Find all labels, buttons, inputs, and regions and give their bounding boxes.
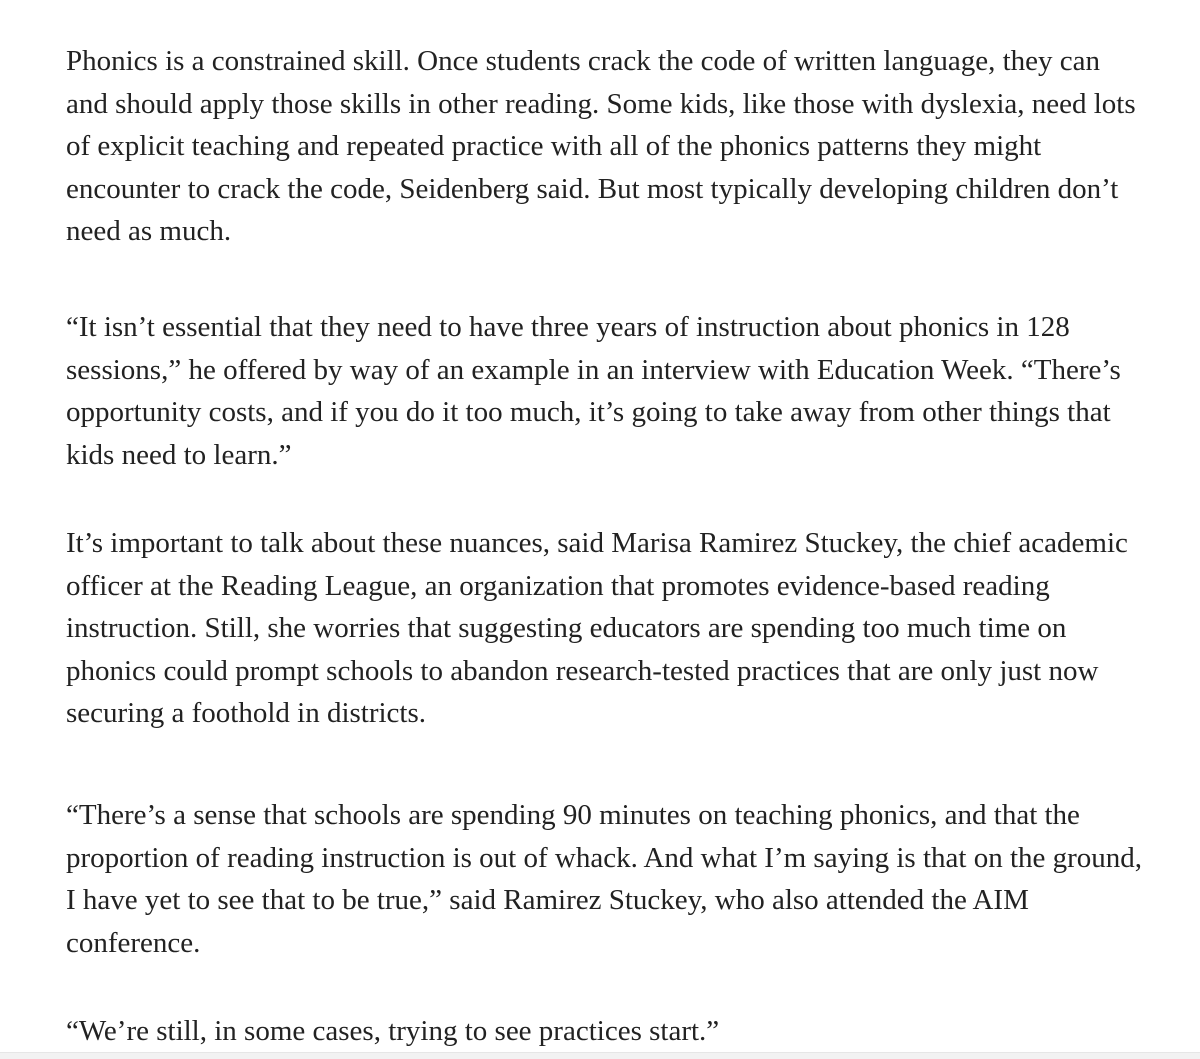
paragraph-closing-quote: “We’re still, in some cases, trying to see practices start.”	[66, 1015, 720, 1047]
bottom-divider	[0, 1052, 1200, 1059]
paragraph-ramirez-stuckey-quote: “There’s a sense that schools are spending 90 minutes on teaching phonics, and that the proportion of reading instruction is out of whack. And what I’m saying is that on the ground, I have yet to see that to be true,” said Ramirez Stuckey, who also attended the AIM conference.	[66, 799, 1143, 959]
paragraph-ramirez-stuckey-nuances: It’s important to talk about these nuances, said Marisa Ramirez Stuckey, the chief academic officer at the Reading League, an organization that promotes evidence-based reading instruction. Still, she worries that suggesting educators are spending too much time on phonics could prompt schools to abandon research-tested practices that are only just now securing a foothold in districts.	[66, 527, 1128, 729]
paragraph-seidenberg-quote: “It isn’t essential that they need to have three years of instruction about phonics in 128 sessions,” he offered by way of an example in an interview with Education Week. “There’s opportunity costs, and if you do it too much, it’s going to take away from other things that kids need to learn.”	[66, 311, 1121, 471]
paragraph-phonics-constrained-skill: Phonics is a constrained skill. Once students crack the code of written language, they can and should apply those skills in other reading. Some kids, like those with dyslexia, need lots of explicit teaching and repeated practice with all of the phonics patterns they might encounter to crack the code, Seidenberg said. But most typically developing children don’t need as much.	[66, 45, 1136, 247]
